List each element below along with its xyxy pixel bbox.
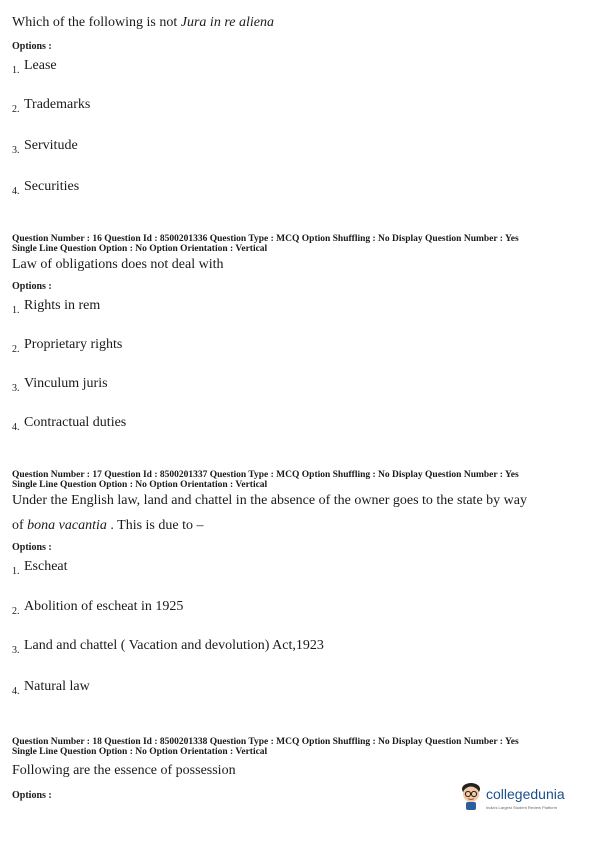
question-17-line-2-prefix: of xyxy=(12,518,28,533)
question-17-meta-line-1: Question Number : 17 Question Id : 8500201337 Question Type : MCQ Option Shuffling : No Display Question Number : Yes xyxy=(12,470,519,480)
question-16-option-3: 3. Vinculum juris xyxy=(12,376,108,394)
question-17-line-2-italic: bona vacantia xyxy=(27,518,107,533)
collegedunia-logo xyxy=(458,780,578,820)
question-17-option-2: 2. Abolition of escheat in 1925 xyxy=(12,599,184,617)
question-15-text-italic: Jura in re aliena xyxy=(180,15,274,30)
question-15-option-4: 4. Securities xyxy=(12,179,80,197)
student-mascot-icon xyxy=(458,780,484,810)
brand-tagline: India's Largest Student Review Platform xyxy=(486,805,558,810)
question-15-text-main: Which of the following is not xyxy=(12,15,181,30)
question-15-option-3: 3. Servitude xyxy=(12,138,78,156)
question-16-option-4: 4. Contractual duties xyxy=(12,415,127,433)
question-15-option-2: 2. Trademarks xyxy=(12,97,91,115)
brand-name: collegedunia xyxy=(486,786,565,802)
question-18-text: Following are the essence of possession xyxy=(12,763,236,778)
question-15-text xyxy=(12,15,274,31)
question-18-meta-line-1: Question Number : 18 Question Id : 8500201338 Question Type : MCQ Option Shuffling : No Display Question Number : Yes xyxy=(12,737,519,747)
question-18-metadata xyxy=(12,737,519,757)
question-16-text: Law of obligations does not deal with xyxy=(12,257,224,272)
question-15-options-label: Options : xyxy=(12,41,52,52)
question-16-metadata xyxy=(12,234,519,254)
question-18-options-label: Options : xyxy=(12,790,52,801)
question-17-options-label: Options : xyxy=(12,542,52,553)
question-17-option-1: 1. Escheat xyxy=(12,559,68,577)
question-16-option-2: 2. Proprietary rights xyxy=(12,337,123,355)
question-17-option-4: 4. Natural law xyxy=(12,679,90,697)
question-16-option-1: 1. Rights in rem xyxy=(12,298,101,316)
question-17-metadata xyxy=(12,470,519,490)
question-15-option-1: 1. Lease xyxy=(12,58,57,76)
question-17-meta-line-2: Single Line Question Option : No Option Orientation : Vertical xyxy=(12,480,268,490)
question-16-options-label: Options : xyxy=(12,281,52,292)
question-16-meta-line-2: Single Line Question Option : No Option Orientation : Vertical xyxy=(12,244,268,254)
question-18-meta-line-2: Single Line Question Option : No Option Orientation : Vertical xyxy=(12,747,268,757)
question-17-line-2-suffix: . This is due to – xyxy=(106,518,204,533)
question-17-option-3: 3. Land and chattel ( Vacation and devolution) Act,1923 xyxy=(12,638,324,656)
question-17-text-line-1: Under the English law, land and chattel in the absence of the owner goes to the state by way xyxy=(12,493,527,508)
question-17-text-line-2 xyxy=(12,518,203,534)
question-16-meta-line-1: Question Number : 16 Question Id : 8500201336 Question Type : MCQ Option Shuffling : No Display Question Number : Yes xyxy=(12,234,519,244)
